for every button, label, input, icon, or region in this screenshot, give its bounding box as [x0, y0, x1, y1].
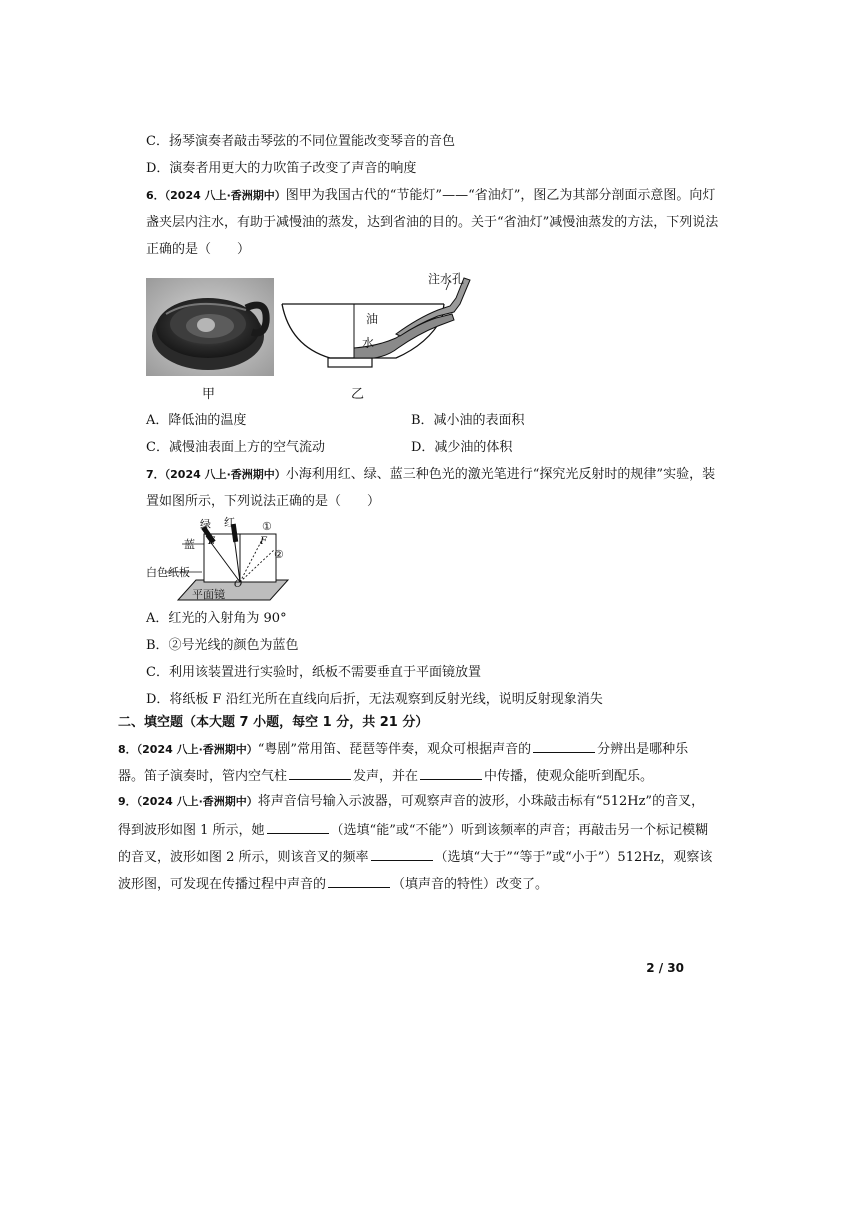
q9-line2 — [118, 819, 708, 841]
q9-line1 — [118, 792, 704, 812]
q6-option-a: A．降低油的温度 — [146, 413, 247, 428]
q7-figure-diagram — [146, 514, 296, 602]
q9-text-4: 的音叉，波形如图 2 所示，则该音叉的频率 — [118, 850, 369, 865]
q9-text-2: 得到波形如图 1 所示，她 — [118, 823, 265, 838]
q9-blank-3[interactable] — [328, 873, 390, 888]
q8-line1 — [118, 738, 688, 760]
q7-label-blue: 蓝 — [184, 538, 195, 551]
q9-text-3: （选填“能”或“不能”）听到该频率的声音；再敲击另一个标记模糊 — [330, 823, 709, 838]
q6-figure-b-inlet-label: 注水孔 — [428, 272, 465, 286]
q7-option-d: D．将纸板 F 沿红光所在直线向后折，无法观察到反射光线，说明反射现象消失 — [146, 692, 603, 707]
q9-text-5: （选填“大于”“等于”或“小于”）512Hz，观察该 — [434, 850, 713, 865]
q6-number: 6． — [146, 189, 165, 202]
q7-line1 — [146, 465, 715, 485]
q8-blank-2[interactable] — [289, 765, 351, 780]
q9-number: 9． — [118, 795, 137, 808]
q6-figure-b-oil-label: 油 — [366, 312, 379, 326]
q8-text-1: “粤剧”常用笛、琵琶等伴奏，观众可根据声音的 — [257, 742, 532, 757]
q8-line2 — [118, 765, 653, 787]
page-number: 2 / 30 — [646, 961, 684, 975]
q6-source: （2024 八上·香洲期中） — [164, 189, 286, 202]
q6-figure-a-photo — [146, 278, 274, 376]
q7-label-ray1: ① — [262, 520, 272, 533]
q7-line2: 置如图所示，下列说法正确的是（ ） — [146, 494, 381, 509]
q7-source: （2024 八上·香洲期中） — [164, 468, 286, 481]
q7-text-1: 小海利用红、绿、蓝三种色光的激光笔进行“探究光反射时的规律”实验，装 — [285, 467, 716, 482]
q7-label-e: E — [208, 536, 216, 547]
q6-option-c: C．减慢油表面上方的空气流动 — [146, 440, 325, 455]
q8-text-3: 器。笛子演奏时，管内空气柱 — [118, 769, 288, 784]
q8-text-5: 中传播，使观众能听到配乐。 — [484, 769, 654, 784]
section-2-heading: 二、填空题（本大题 7 小题，每空 1 分，共 21 分） — [118, 715, 429, 730]
q8-source: （2024 八上·香洲期中） — [136, 743, 258, 756]
q7-option-c: C．利用该装置进行实验时，纸板不需要垂直于平面镜放置 — [146, 665, 481, 680]
q8-text-4: 发声，并在 — [353, 769, 419, 784]
q6-text-1: 图甲为我国古代的“节能灯”——“省油灯”，图乙为其部分剖面示意图。向灯 — [285, 188, 716, 203]
q9-line4 — [118, 873, 548, 895]
q6-option-d: D．减少油的体积 — [411, 440, 513, 455]
q7-option-b: B．②号光线的颜色为蓝色 — [146, 638, 299, 653]
q9-text-6: 波形图，可发现在传播过程中声音的 — [118, 877, 327, 892]
q7-label-red: 红 — [224, 516, 235, 529]
q7-label-ray2: ② — [274, 548, 284, 561]
q8-text-2: 分辨出是哪种乐 — [597, 742, 689, 757]
q7-label-green: 绿 — [200, 518, 211, 531]
q9-text-1: 将声音信号输入示波器，可观察声音的波形，小珠敲击标有“512Hz”的音叉， — [257, 794, 705, 809]
q7-label-f: F — [260, 536, 267, 547]
q8-blank-3[interactable] — [420, 765, 482, 780]
q5-option-c: C．扬琴演奏者敲击琴弦的不同位置能改变琴音的音色 — [146, 134, 455, 149]
q6-line3: 正确的是（ ） — [146, 242, 251, 257]
q6-figure-b-label: 乙 — [351, 387, 365, 402]
q7-number: 7． — [146, 468, 165, 481]
q9-source: （2024 八上·香洲期中） — [136, 795, 258, 808]
q7-label-board: 白色纸板 — [146, 566, 190, 579]
q7-label-mirror: 平面镜 — [192, 588, 225, 601]
q9-line3 — [118, 846, 712, 868]
q9-text-7: （填声音的特性）改变了。 — [392, 877, 549, 892]
q6-figure-b-water-label: 水 — [362, 336, 375, 350]
q6-line2: 盏夹层内注水，有助于减慢油的蒸发，达到省油的目的。关于“省油灯”减慢油蒸发的方法，下列说法 — [146, 215, 719, 230]
q6-figure-b-diagram — [278, 268, 478, 372]
q6-line1 — [146, 186, 715, 206]
q5-option-d: D．演奏者用更大的力吹笛子改变了声音的响度 — [146, 161, 417, 176]
q9-blank-2[interactable] — [371, 846, 433, 861]
q6-figure-a-label: 甲 — [202, 387, 216, 402]
q7-label-o: O — [234, 579, 243, 590]
q9-blank-1[interactable] — [267, 819, 329, 834]
q6-option-b: B．减小油的表面积 — [411, 413, 525, 428]
q8-blank-1[interactable] — [533, 738, 595, 753]
q7-option-a: A．红光的入射角为 90° — [146, 611, 287, 626]
q8-number: 8． — [118, 743, 137, 756]
